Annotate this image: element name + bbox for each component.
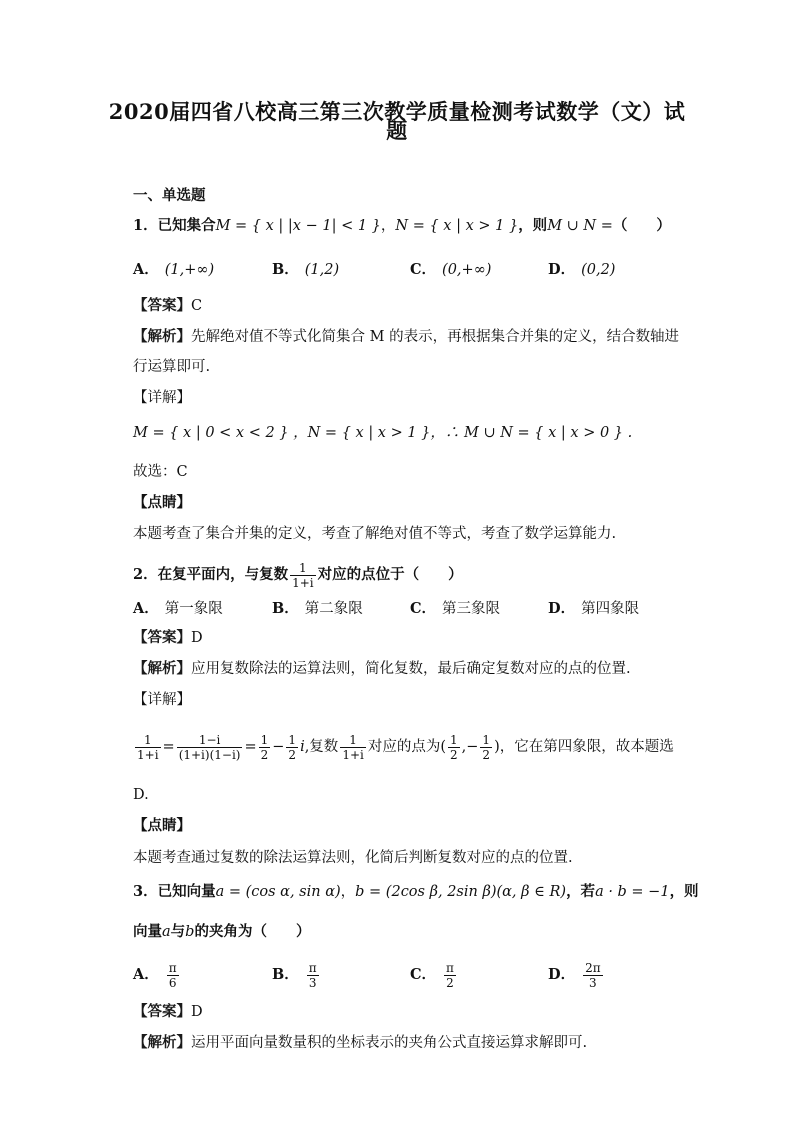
q1-analysis-line2: 行运算即可. xyxy=(133,359,211,375)
q1-stem xyxy=(133,216,671,236)
q1-suffix: ，则 xyxy=(518,217,548,234)
q2-detail-tag: 【详解】 xyxy=(133,692,191,708)
q1-detail-tag: 【详解】 xyxy=(133,390,191,406)
q1-option-b: B． (1,2) xyxy=(272,261,340,278)
q3-vector-a: a = (cos α, sin α) xyxy=(215,884,341,900)
q1-stem-prefix: 1．已知集合 xyxy=(133,217,216,234)
q2-detail-line2: D. xyxy=(133,787,149,803)
q1-set-m: M = { x | |x − 1| < 1 } xyxy=(215,218,381,234)
q3-option-d: D． $\frac{2\pi}{3}$ xyxy=(548,960,601,990)
q2-option-d: D． 第四象限 xyxy=(548,600,640,617)
q2-analysis: 【解析】应用复数除法的运算法则，简化复数，最后确定复数对应的点的位置. xyxy=(133,660,631,677)
q3-stem-line1: 3．已知向量a = (cos α, sin α)，b = (2cos β, 2sin β)(α, β ∈ R)，若a · b = −1，则 xyxy=(133,883,699,900)
q3-analysis: 【解析】运用平面向量数量积的坐标表示的夹角公式直接运算求解即可. xyxy=(133,1034,588,1051)
q1-analysis-line1: 【解析】先解绝对值不等式化简集合 M 的表示，再根据集合并集的定义，结合数轴进 xyxy=(133,328,680,345)
q3-dot-product: a · b = −1 xyxy=(595,884,670,900)
q1-set-n: N = { x | x > 1 } xyxy=(395,218,519,234)
q1-comment-tag: 【点睛】 xyxy=(133,494,191,511)
q3-vector-b: b = (2cos β, 2sin β)(α, β ∈ R) xyxy=(355,884,567,900)
q2-option-a: A． 第一象限 xyxy=(133,600,223,617)
q2-answer: 【答案】D xyxy=(133,629,203,646)
q1-option-c: C． (0,+∞) xyxy=(410,261,492,278)
q1-comment: 本题考查了集合并集的定义，考查了解绝对值不等式，考查了数学运算能力. xyxy=(133,526,617,542)
q1-paren: （ ） xyxy=(612,217,671,234)
q1-answer: 【答案】C xyxy=(133,297,203,314)
q2-detail-math: $\frac{1}{1+i}$ = $\frac{1-i}{(1+i)(1-i)}$ = $\frac{1}{2}$ − $\frac{1}{2}$ i,复数 $\frac{1}{1+i}$ 对应的点为( $\frac{1}{2}$ ,− $\frac{1}{2}$ )，它在第四象限，故本题选 xyxy=(137,732,674,762)
doc-title-line2: 题 xyxy=(386,118,408,143)
q1-sep: ， xyxy=(380,218,396,234)
q1-choice: 故选：C xyxy=(133,464,188,480)
q3-answer: 【答案】D xyxy=(133,1003,203,1020)
q3-stem-line2: 向量a与b的夹角为（ ） xyxy=(133,923,311,940)
q1-option-d: D． (0,2) xyxy=(548,261,616,278)
q2-comment: 本题考查通过复数的除法运算法则，化简后判断复数对应的点的位置. xyxy=(133,850,573,866)
q1-option-a: A． (1,+∞) xyxy=(133,261,215,278)
q3-option-a: A． $\frac{\pi}{6}$ xyxy=(133,960,177,990)
q2-stem-fraction: $\frac{1}{1+i}$ xyxy=(292,560,314,590)
q2-comment-tag: 【点睛】 xyxy=(133,817,191,834)
q2-option-c: C． 第三象限 xyxy=(410,600,501,617)
q1-union: M ∪ N = xyxy=(547,218,613,234)
q2-stem: 2．在复平面内，与复数 $\frac{1}{1+i}$ 对应的点位于（ ） xyxy=(133,560,463,590)
section-heading: 一、单选题 xyxy=(133,187,206,204)
q2-option-b: B． 第二象限 xyxy=(272,600,363,617)
q1-detail-math: M = { x | 0 < x < 2 } ，N = { x | x > 1 }，∴ M ∪ N = { x | x > 0 } . xyxy=(133,425,633,441)
q3-option-b: B． $\frac{\pi}{3}$ xyxy=(272,960,317,990)
doc-title-line1: 2020届四省八校高三第三次教学质量检测考试数学（文）试 xyxy=(108,99,686,124)
q3-option-c: C． $\frac{\pi}{2}$ xyxy=(410,960,454,990)
